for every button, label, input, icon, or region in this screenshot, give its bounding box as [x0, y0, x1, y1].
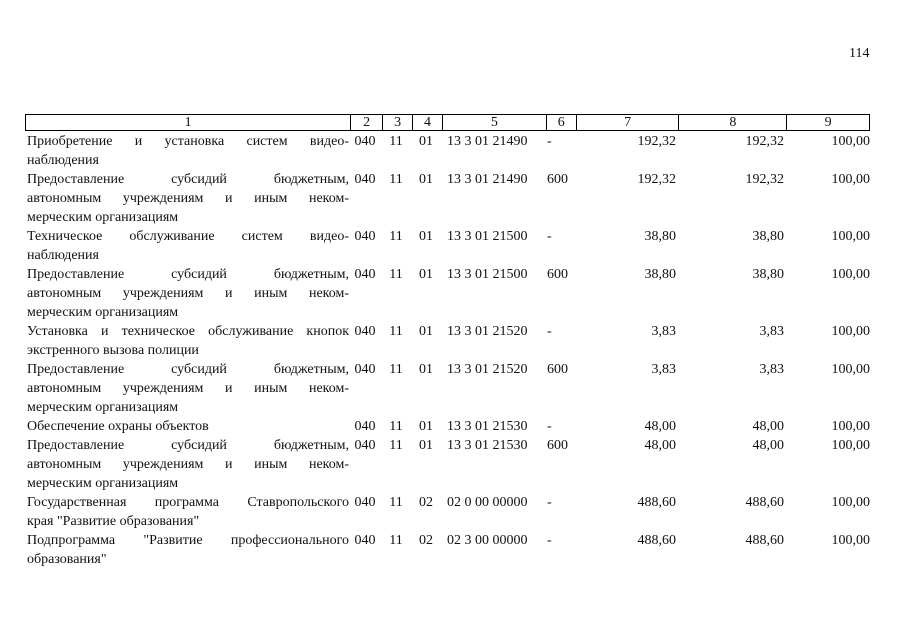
row-cell-3: 11	[389, 267, 403, 282]
row-cell-9: 100,00	[831, 438, 870, 453]
row-name-line: автономным учреждениям и иным неком-	[27, 191, 349, 206]
row-cell-7: 3,83	[651, 324, 676, 339]
table-row	[25, 531, 870, 569]
table-row	[25, 170, 870, 227]
row-name-line: Техническое обслуживание систем видео-	[27, 229, 349, 244]
row-cell-6: -	[547, 324, 552, 339]
row-name-line: Установка и техническое обслуживание кнопок	[27, 324, 349, 339]
row-cell-5: 13 3 01 21520	[447, 362, 528, 377]
row-cell-8: 488,60	[745, 533, 784, 548]
row-cell-9: 100,00	[831, 324, 870, 339]
row-name-line: Предоставление субсидий бюджетным,	[27, 438, 349, 453]
row-name-cell	[25, 436, 349, 493]
row-cell-8: 3,83	[759, 324, 784, 339]
row-cell-2: 040	[354, 267, 376, 282]
row-name-line: Государственная программа Ставропольского	[27, 495, 349, 510]
row-cell-4: 01	[419, 324, 433, 339]
row-cell-2: 040	[354, 533, 376, 548]
row-cell-3: 11	[389, 533, 403, 548]
row-cell-6: 600	[547, 172, 568, 187]
column-header-8: 8	[679, 115, 787, 130]
row-name-line: края "Развитие образования"	[27, 514, 200, 529]
row-cell-6: 600	[547, 438, 568, 453]
column-header-6: 6	[547, 115, 577, 130]
row-cell-9: 100,00	[831, 172, 870, 187]
table-row	[25, 227, 870, 265]
row-name-line: Подпрограмма "Развитие профессионального	[27, 533, 349, 548]
row-cell-3: 11	[389, 438, 403, 453]
row-name-line: мерческим организациям	[27, 305, 179, 320]
row-cell-2: 040	[354, 419, 376, 434]
row-name-line: мерческим организациям	[27, 400, 179, 415]
row-cell-3: 11	[389, 419, 403, 434]
table-body	[25, 131, 870, 569]
row-cell-6: -	[547, 419, 552, 434]
row-cell-6: -	[547, 134, 552, 149]
column-header-1: 1	[26, 115, 351, 130]
row-cell-7: 38,80	[644, 229, 676, 244]
row-cell-7: 488,60	[637, 533, 676, 548]
row-cell-9: 100,00	[831, 495, 870, 510]
row-cell-7: 3,83	[651, 362, 676, 377]
column-header-5: 5	[443, 115, 547, 130]
row-cell-3: 11	[389, 495, 403, 510]
row-cell-4: 01	[419, 267, 433, 282]
table-row	[25, 132, 870, 170]
row-cell-4: 01	[419, 172, 433, 187]
row-name-line: образования"	[27, 552, 107, 567]
row-name-line: Предоставление субсидий бюджетным,	[27, 362, 349, 377]
row-cell-5: 02 0 00 00000	[447, 495, 528, 510]
row-name-cell	[25, 132, 349, 170]
row-cell-4: 01	[419, 438, 433, 453]
row-name-line: наблюдения	[27, 248, 99, 263]
table-row	[25, 322, 870, 360]
page-number: 114	[849, 46, 870, 61]
row-cell-9: 100,00	[831, 362, 870, 377]
row-cell-4: 02	[419, 533, 433, 548]
row-cell-5: 13 3 01 21490	[447, 172, 528, 187]
row-cell-4: 01	[419, 362, 433, 377]
row-cell-8: 192,32	[745, 134, 784, 149]
row-cell-8: 48,00	[752, 438, 784, 453]
row-name-cell	[25, 170, 349, 227]
row-name-cell	[25, 322, 349, 360]
row-cell-2: 040	[354, 362, 376, 377]
row-name-line: Предоставление субсидий бюджетным,	[27, 172, 349, 187]
row-cell-5: 13 3 01 21530	[447, 438, 528, 453]
row-cell-5: 13 3 01 21500	[447, 267, 528, 282]
row-name-cell	[25, 417, 349, 436]
row-cell-8: 192,32	[745, 172, 784, 187]
row-name-line: наблюдения	[27, 153, 99, 168]
row-name-line: мерческим организациям	[27, 210, 179, 225]
row-cell-9: 100,00	[831, 134, 870, 149]
row-name-line: мерческим организациям	[27, 476, 179, 491]
row-cell-9: 100,00	[831, 229, 870, 244]
table-row	[25, 360, 870, 417]
row-cell-5: 13 3 01 21490	[447, 134, 528, 149]
row-name-cell	[25, 265, 349, 322]
row-cell-3: 11	[389, 172, 403, 187]
row-cell-3: 11	[389, 229, 403, 244]
row-cell-8: 48,00	[752, 419, 784, 434]
table-header-row	[25, 114, 870, 131]
table-row	[25, 436, 870, 493]
table-row	[25, 265, 870, 322]
row-name-line: Приобретение и установка систем видео-	[27, 134, 349, 149]
column-header-2: 2	[351, 115, 383, 130]
row-cell-5: 13 3 01 21530	[447, 419, 528, 434]
row-cell-2: 040	[354, 438, 376, 453]
row-cell-5: 13 3 01 21520	[447, 324, 528, 339]
row-cell-7: 38,80	[644, 267, 676, 282]
row-cell-2: 040	[354, 134, 376, 149]
row-name-cell	[25, 531, 349, 569]
row-name-cell	[25, 493, 349, 531]
row-cell-6: -	[547, 533, 552, 548]
row-cell-6: 600	[547, 267, 568, 282]
table-row	[25, 493, 870, 531]
row-cell-7: 488,60	[637, 495, 676, 510]
row-cell-3: 11	[389, 324, 403, 339]
row-cell-8: 38,80	[752, 229, 784, 244]
row-cell-2: 040	[354, 324, 376, 339]
row-cell-2: 040	[354, 229, 376, 244]
row-name-cell	[25, 227, 349, 265]
budget-table	[25, 114, 870, 569]
row-cell-6: -	[547, 495, 552, 510]
row-cell-2: 040	[354, 172, 376, 187]
row-name-line: Обеспечение охраны объектов	[27, 419, 209, 434]
column-header-3: 3	[383, 115, 413, 130]
row-cell-8: 38,80	[752, 267, 784, 282]
row-name-line: экстренного вызова полиции	[27, 343, 199, 358]
table-row	[25, 417, 870, 436]
row-name-line: автономным учреждениям и иным неком-	[27, 286, 349, 301]
column-header-4: 4	[413, 115, 443, 130]
row-cell-9: 100,00	[831, 533, 870, 548]
row-cell-7: 192,32	[637, 134, 676, 149]
row-cell-4: 01	[419, 419, 433, 434]
row-cell-4: 02	[419, 495, 433, 510]
row-cell-3: 11	[389, 362, 403, 377]
row-name-line: Предоставление субсидий бюджетным,	[27, 267, 349, 282]
row-cell-9: 100,00	[831, 267, 870, 282]
row-cell-6: 600	[547, 362, 568, 377]
column-header-7: 7	[577, 115, 680, 130]
row-name-line: автономным учреждениям и иным неком-	[27, 381, 349, 396]
row-cell-7: 48,00	[644, 438, 676, 453]
row-cell-7: 192,32	[637, 172, 676, 187]
column-header-9: 9	[824, 115, 832, 130]
row-cell-5: 13 3 01 21500	[447, 229, 528, 244]
row-cell-3: 11	[389, 134, 403, 149]
row-cell-4: 01	[419, 229, 433, 244]
row-cell-5: 02 3 00 00000	[447, 533, 528, 548]
row-name-cell	[25, 360, 349, 417]
row-cell-9: 100,00	[831, 419, 870, 434]
row-cell-6: -	[547, 229, 552, 244]
row-cell-8: 3,83	[759, 362, 784, 377]
row-cell-8: 488,60	[745, 495, 784, 510]
row-cell-4: 01	[419, 134, 433, 149]
row-cell-2: 040	[354, 495, 376, 510]
row-cell-7: 48,00	[644, 419, 676, 434]
row-name-line: автономным учреждениям и иным неком-	[27, 457, 349, 472]
